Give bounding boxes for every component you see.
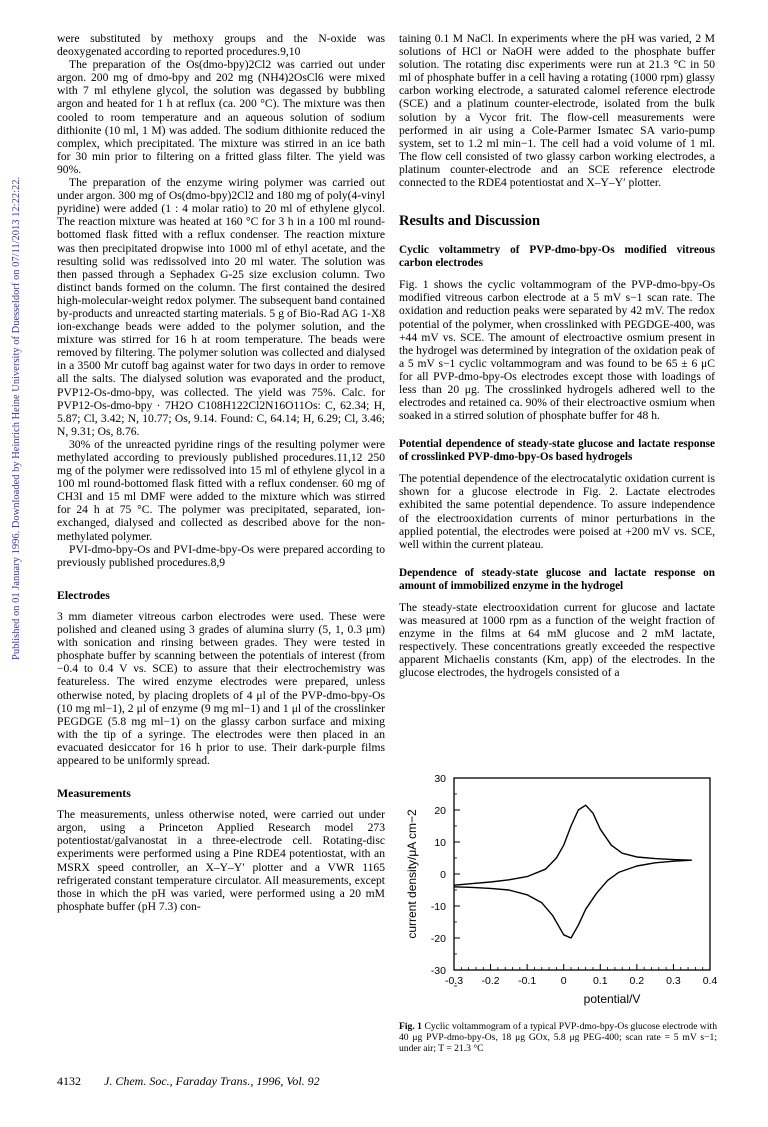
y-tick-label: -10 [430,901,446,913]
page-number: 4132 [57,1074,81,1088]
caption-text: Cyclic voltammogram of a typical PVP-dmo-bpy-Os glucose electrode with 40 μg PVP-dmo-bpy-Os, 18 μg GOx, 5.8 μg PEG-400; scan rate = 5 mV s−1; under air; T = 21.3 °C [399,1021,717,1055]
heading-dependence: Dependence of steady-state glucose and lactate response on amount of immobilized enzyme in the hydrogel [399,566,715,592]
paragraph: 30% of the unreacted pyridine rings of the resulting polymer were methylated according to previously published procedures.11,12 250 mg of the polymer were redissolved into 15 ml of ethylene glycol in a 100 ml round-bottomed flask fitted with a reflux condenser. 60 mg of CH3I and 15 ml DMF were added to the mixture which was stirred for 24 h at 75 °C. The polymer was precipitated, separated, ion-exchanged, dialysed and collected as described above for the non-methylated polymer. [57,437,385,543]
page-footer [57,1074,320,1089]
paragraph: PVI-dmo-bpy-Os and PVI-dme-bpy-Os were prepared according to previously published procedures.8,9 [57,542,385,569]
x-tick-label: 0.4 [702,975,718,987]
reduction-sweep-line [454,860,692,938]
y-tick-label: 0 [440,869,446,881]
paragraph: were substituted by methoxy groups and the N-oxide was deoxygenated according to reported procedures.9,10 [57,32,385,59]
x-axis-label: potential/V [583,992,641,1006]
paragraph: The measurements, unless otherwise noted, were carried out under argon, using a Princeton Applied Research model 273 potentiostat/galvanostat in a three-electrode cell. Rotating-disc experiments were performed using a Pine RDE4 potentiostat, with an MSRX speed controller, an X–Y–Y′ plotter and a VWR 1165 refrigerated constant temperature circulator. All measurements, except those in which the pH was varied, were performed using a 20 mM phosphate buffer (pH 7.3) con- [57,808,385,913]
journal-reference: J. Chem. Soc., Faraday Trans., 1996, Vol. 92 [104,1074,320,1088]
y-tick-label: 30 [434,773,446,785]
paragraph: The preparation of the Os(dmo-bpy)2Cl2 was carried out under argon. 200 mg of dmo-bpy and 202 mg (NH4)2OsCl6 were mixed with 7 ml ethylene glycol, the solution was degassed by bubbling argon and heated for 1 h at reflux (ca. 200 °C). The mixture was then cooled to room temperature and an aqueous solution of sodium dithionite (10 ml, 1 M) was added. The sodium dithionite reduced the complex, which precipitated. The mixture was stirred in an ice bath for 30 min prior to filtering on a fritted glass filter. The yield was 90%. [57,58,385,176]
figure-1 [399,770,719,1010]
heading-measurements: Measurements [57,786,131,801]
paragraph: The steady-state electrooxidation current for glucose and lactate was measured at 1000 rpm as a function of the weight fraction of enzyme in the films at 64 mM glucose and 2 mM lactate, respectively. These concentrations greatly exceeded the respective apparent Michaelis constants (Km, app) of the electrodes. In the glucose electrodes, the hydrogels consisted of a [399,600,715,680]
x-tick-label: -0.2 [481,975,500,987]
y-tick-label: -30 [430,965,446,977]
y-tick-label: 10 [434,837,446,849]
x-tick-label: 0.1 [592,975,608,987]
paragraph: 3 mm diameter vitreous carbon electrodes were used. These were polished and cleaned using 3 grades of alumina slurry (5, 1, 0.3 μm) with sonication and rinsing between grades. They were tested in phosphate buffer by scanning between the potentials of interest (from −0.4 to 0.4 V vs. SCE) to assure that their electrochemistry was featureless. The wired enzyme electrodes were prepared, unless otherwise noted, by placing droplets of 4 μl of the PVP-dmo-bpy-Os (10 mg ml−1), 2 μl of enzyme (9 mg ml−1) and 1 μl of the crosslinker PEGDGE (5.8 mg ml−1) on the glassy carbon surface and mixing with the tip of a syringe. The electrodes were then placed in an evacuated desiccator for 16 h prior to use. Their dark-purple films appeared to be uniformly spread. [57,609,385,767]
heading-electrodes: Electrodes [57,587,110,602]
x-tick-label: 0 [560,975,567,987]
paragraph: The potential dependence of the electrocatalytic oxidation current is shown for a glucose electrode in Fig. 2. Lactate electrodes exhibited the same potential dependence. To assure independence of the electrooxidation currents of minor perturbations in the applied potential, the electrodes were poised at +200 mV vs. SCE, well within the current plateau. [399,472,715,551]
paragraph: The preparation of the enzyme wiring polymer was carried out under argon. 300 mg of Os(dmo-bpy)2Cl2 and 180 mg of poly(4-vinyl pyridine) were added (1 : 4 molar ratio) to 20 ml of ethylene glycol. The reaction mixture was heated at 160 °C for 3 h in a 100 ml round-bottomed flask fitted with a reflux condenser. The reaction mixture was then precipitated dropwise into 1000 ml of ethyl acetate, and the resulting solid was redissolved into 20 ml water. The solution was then passed through a Sephadex G-25 size exclusion column. Two distinct bands formed on the column. The first contained the desired high-molecular-weight redox polymer. The subsequent band contained by-products and unreacted starting materials. 5 g of Bio-Rad AG 1-X8 ion-exchange beads were added to the polymer solution, and the mixture was stirred for 16 h at room temperature. The beads were removed by filtering. The polymer solution was collected and dialysed in a 3500 Mr cutoff bag against water for two days in order to remove all the salts. The dialysed solution was evaporated and the product, PVP12-Os-dmo-bpy, was collected. The yield was 75%. Calc. for PVP12-Os-dmo-bpy · 7H2O C108H122Cl2N16O11Os: C, 62.34; H, 5.87; Cl, 3.42; N, 10.77; Os, 9.14. Found: C, 64.14; H, 6.29; Cl, 3.46; N, 9.31; Os, 8.76. [57,176,385,438]
caption-label: Fig. 1 [399,1021,422,1032]
left-column [57,32,385,913]
x-tick-label: 0.3 [666,975,681,987]
paragraph: taining 0.1 M NaCl. In experiments where the pH was varied, 2 M solutions of HCl or NaOH were added to the phosphate buffer solution. The rotating disc experiments were run at 21.3 °C in 50 ml of phosphate buffer in a cell having a rotating (1000 rpm) glassy carbon working electrode, a saturated calomel reference electrode (SCE) and a platinum counter-electrode, isolated from the bulk solution by a Vycor frit. The flow-cell measurements were performed in air using a Cole-Parmer Ismatec SA vario-pump system, set to 1.2 ml min−1. The cell had a void volume of 1 ml. The flow cell consisted of two glassy carbon working electrodes, a platinum counter-electrode and an SCE reference electrode connected to the RDE4 potentiostat and X–Y–Y′ plotter. [399,32,715,190]
x-tick-label: -0.3 [444,975,464,987]
y-axis-label: current density/μA cm−2 [405,809,419,939]
x-tick-label: -0.1 [518,975,537,987]
cv-chart [399,770,719,1010]
oxidation-sweep-line [454,805,692,885]
right-column [399,32,715,679]
y-tick-label: -20 [430,933,446,945]
download-notice: Published on 01 January 1996. Downloaded by Heinrich Heine University of Duesseldorf on 07/11/2013 12:22:22. [11,176,22,660]
heading-results: Results and Discussion [399,213,541,230]
heading-potential: Potential dependence of steady-state glucose and lactate response of crosslinked PVP-dmo-bpy-Os based hydrogels [399,438,715,464]
y-tick-label: 20 [434,805,446,817]
paragraph: Fig. 1 shows the cyclic voltammogram of the PVP-dmo-bpy-Os modified vitreous carbon electrode at a 5 mV s−1 scan rate. The oxidation and reduction peaks were separated by 42 mV. The redox potential of the polymer, when crosslinked with PEGDGE-400, was +44 mV vs. SCE. The amount of electroactive osmium present in the hydrogel was determined by integration of the oxidation peak of a 5 mV s−1 cyclic voltammogram and was found to be 65 ± 6 μC for all PVP-dmo-bpy-Os electrodes except those with loadings of less than 20 μg. The crosslinked hydrogels adhered well to the electrodes and retained ca. 90% of their electroactive osmium when soaked in a stirred solution of phosphate buffer for 48 h. [399,278,715,423]
figure-caption [399,1021,717,1055]
heading-cv: Cyclic voltammetry of PVP-dmo-bpy-Os modified vitreous carbon electrodes [399,244,715,270]
x-tick-label: 0.2 [629,975,645,987]
